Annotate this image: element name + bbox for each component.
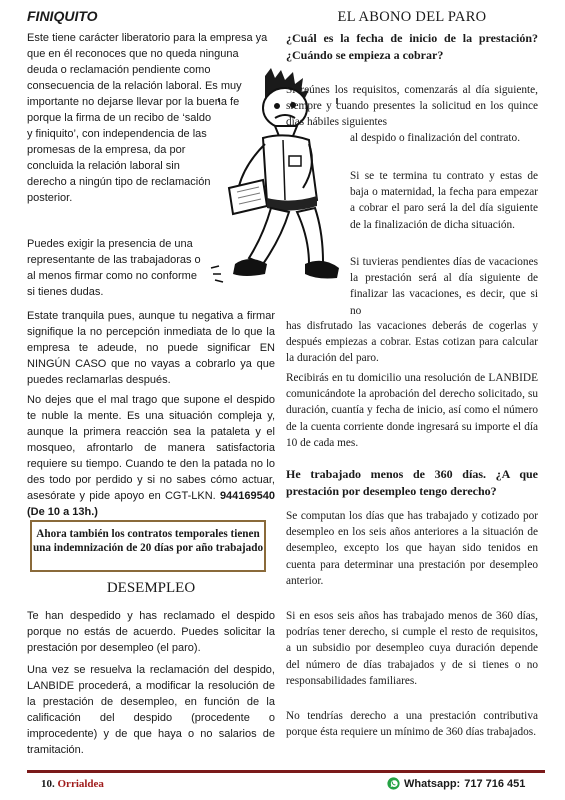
reunes-continuation: al despido o finalización del contrato. <box>350 132 521 144</box>
text-line: representante de las trabajadoras o <box>27 254 201 266</box>
text-line: deuda o reclamación pendiente como <box>27 64 211 76</box>
whatsapp-number: 717 716 451 <box>464 777 526 790</box>
text-line: promesas de la empresa, da por <box>27 144 186 156</box>
seis-anos-paragraph: Si en esos seis años has trabajado menos de 360 días, podrías tener derecho, si cumple el resto de requisitos, a un subsidio por desempleo cuya duración depende del número de días trabajados y de si tienes o no responsabilidades familiares. <box>286 610 538 687</box>
page-number: 10. <box>41 778 55 790</box>
no-dejes-text: No dejes que el mal trago que supone el despido te nuble la mente. Es una situación compleja y, aunque la primera reacción sea la pataleta y el mosqueo, afrontarlo de manera satisfactoria requiere su tiempo. Cuando te den la patada no lo des todo por perdido y si no sabes cómo actuar, asesórate y pide apoyo en CGT-LKN. <box>27 394 275 502</box>
text-line: importante no dejarse llevar por la buena fe <box>27 96 240 108</box>
text-line: al menos firmar como no conforme <box>27 270 197 282</box>
text-line: si tienes dudas. <box>27 286 104 298</box>
vacaciones-continuation: has disfrutado las vacaciones deberás de cogerlas y después empiezas a cobrar. Estas cotizan para calcular la duración del paro. <box>286 320 538 365</box>
question-fecha-inicio: ¿Cuál es la fecha de inicio de la prestación? ¿Cuándo se empieza a cobrar? <box>286 31 538 62</box>
text-line: derecho a ningún tipo de reclamación <box>27 176 211 188</box>
desempleo-title: DESEMPLEO <box>106 580 196 596</box>
resuelva-paragraph: Una vez se resuelva la reclamación del despido, LANBIDE procederá, a modificar la resolución de la prestación de desempleo, en función de la calificación del despido (procedente o improcedente) y de que haya o no salarios de tramitación. <box>27 664 275 756</box>
text-line: Este tiene carácter liberatorio para la empresa ya <box>27 32 268 44</box>
computan-paragraph: Se computan los días que has trabajado y cotizado por desempleo en los seis años anteriores a la situación de desempleo, excepto los que hayan sido tenidos en cuenta para determinar una prestación por desempleo anterior. <box>286 510 538 587</box>
abono-title: EL ABONO DEL PARO <box>337 9 487 25</box>
footer-rule <box>27 770 545 773</box>
text-line: porque la firma de un recibo de ‘saldo <box>27 112 212 124</box>
finiquito-title: FINIQUITO <box>27 8 98 24</box>
vacaciones-paragraph: Si tuvieras pendientes días de vacaciones la prestación será al día siguiente de finalizar las vacaciones, es decir, que si no <box>350 256 538 317</box>
text-line: y finiquito’, con independencia de las <box>27 128 207 140</box>
footer-page-label <box>41 778 104 790</box>
tranquila-paragraph: Estate tranquila pues, aunque tu negativa a firmar signifique la no percepción inmediata de lo que la empresa te adeude, no puede significar EN NINGÚN CASO que no vayas a cobrarlo ya que puedes reclamarlas después. <box>27 310 275 386</box>
question-menos-360: He trabajado menos de 360 días. ¿A que prestación por desempleo tengo derecho? <box>286 467 538 498</box>
text-line: concluida la relación laboral sin <box>27 160 180 172</box>
text-line: posterior. <box>27 192 73 204</box>
no-tendrias-paragraph: No tendrías derecho a una prestación contributiva porque ésta requiere un mínimo de 360 días trabajados. <box>286 710 538 739</box>
reunes-text: Si reúnes los requisitos, comenzarás al día siguiente, siempre y cuando presentes la solicitud en los quince días hábiles siguientes <box>286 84 538 129</box>
termina-paragraph: Si se te termina tu contrato y estas de baja o maternidad, la fecha para empezar a cobrar el paro será la del día siguiente de la finalización de dicha situación. <box>350 170 538 231</box>
text-line: que en él reconoces que no queda ninguna <box>27 48 239 60</box>
text-line: consecuencia de la relación laboral. Es muy <box>27 80 242 92</box>
despedido-paragraph: Te han despedido y has reclamado el despido porque no estás de acuerdo. Puedes solicitar la prestación por desempleo (el paro). <box>27 610 275 654</box>
recibiras-paragraph: Recibirás en tu domicilio una resolución de LANBIDE comunicándote la aprobación del derecho solicitado, su duración, cuantía y fecha de inicio, así como el número de la cuenta corriente donde ingresará su importe el día 10 de cada mes. <box>286 372 538 449</box>
whatsapp-label: Whatsapp: <box>404 777 461 790</box>
contact-phone: 944169540 (De 10 a 13h.) <box>27 490 275 518</box>
brand-name: Orrialdea <box>57 778 104 790</box>
indemnizacion-callout: Ahora también los contratos temporales tienen una indemnización de 20 días por año trabajado <box>30 520 266 572</box>
reunes-paragraph <box>286 82 538 131</box>
text-line: Puedes exigir la presencia de una <box>27 238 193 250</box>
no-dejes-paragraph <box>27 392 275 520</box>
whatsapp-icon <box>387 777 400 790</box>
footer-contact <box>387 777 525 790</box>
